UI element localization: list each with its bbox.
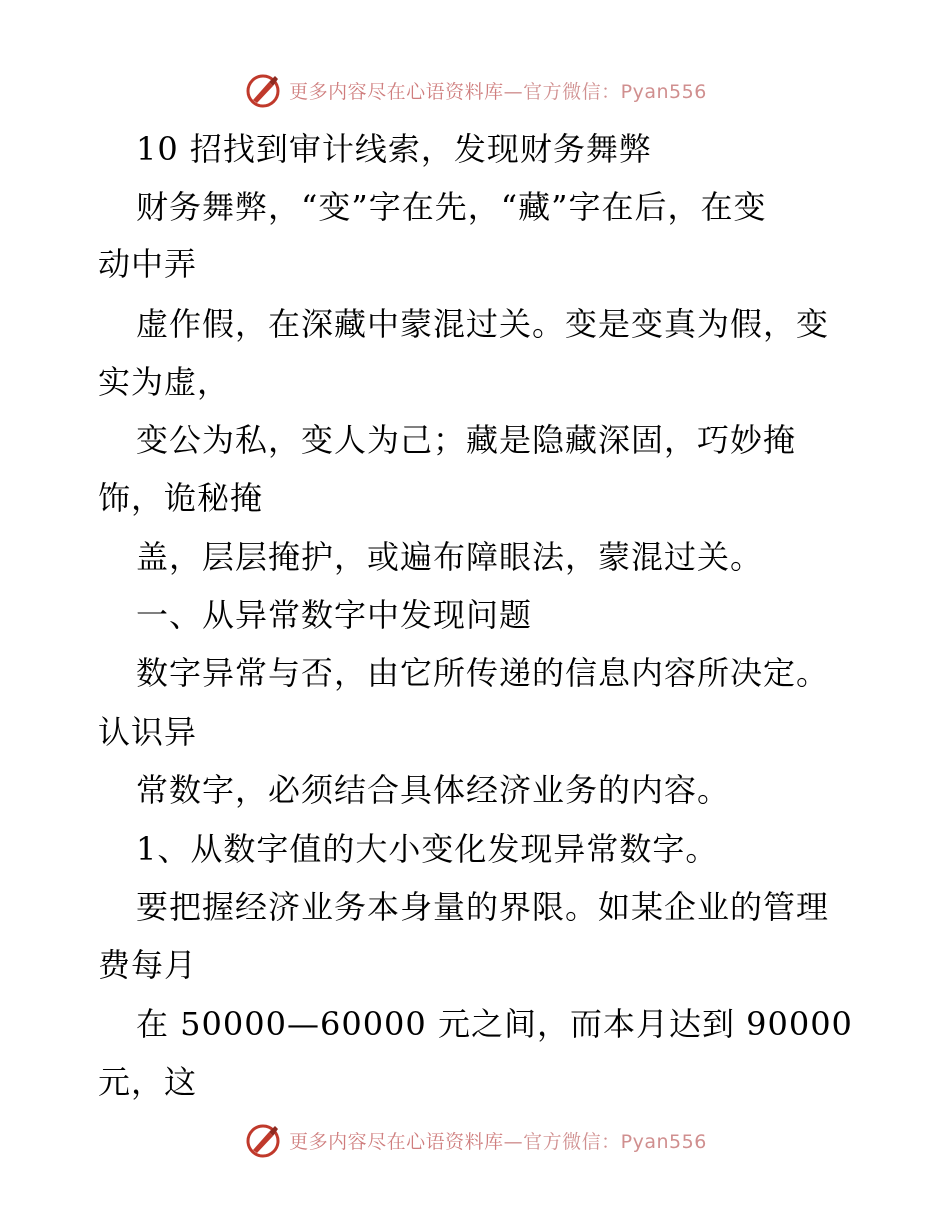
watermark-prefix: 更多内容尽在心语资料库	[289, 1130, 504, 1153]
text-line: 虚作假，在深藏中蒙混过关。变是变真为假，变	[136, 305, 830, 343]
pen-logo-icon	[243, 1120, 283, 1160]
text-line: 饰，诡秘掩	[98, 479, 264, 517]
watermark-prefix: 更多内容尽在心语资料库	[289, 80, 504, 103]
footer-watermark	[0, 1118, 950, 1162]
text-line: 费每月	[98, 946, 198, 984]
watermark-text	[289, 77, 707, 104]
text-line: 1、从数字值的大小变化发现异常数字。	[136, 830, 719, 868]
text-line: 财务舞弊，“变”字在先，“藏”字在后，在变	[136, 188, 767, 226]
text-line: 在 50000—60000 元之间，而本月达到 90000	[136, 1005, 853, 1043]
watermark-suffix: —官方微信：Pyan556	[503, 80, 707, 103]
text-line: 变公为私，变人为己；藏是隐藏深固，巧妙掩	[136, 421, 797, 459]
text-line: 一、从异常数字中发现问题	[136, 596, 533, 634]
text-line: 元，这	[98, 1063, 198, 1101]
text-line: 动中弄	[98, 245, 198, 283]
text-line: 10 招找到审计线索，发现财务舞弊	[136, 130, 652, 168]
text-line: 盖，层层掩护，或遍布障眼法，蒙混过关。	[136, 538, 764, 576]
pen-logo-icon	[243, 70, 283, 110]
text-line: 数字异常与否，由它所传递的信息内容所决定。	[136, 654, 830, 692]
text-line: 要把握经济业务本身量的界限。如某企业的管理	[136, 888, 830, 926]
text-line: 实为虚，	[98, 363, 231, 401]
text-line: 认识异	[98, 713, 198, 751]
header-watermark	[0, 68, 950, 112]
watermark-text	[289, 1127, 707, 1154]
watermark-suffix: —官方微信：Pyan556	[503, 1130, 707, 1153]
text-line: 常数字，必须结合具体经济业务的内容。	[136, 771, 731, 809]
